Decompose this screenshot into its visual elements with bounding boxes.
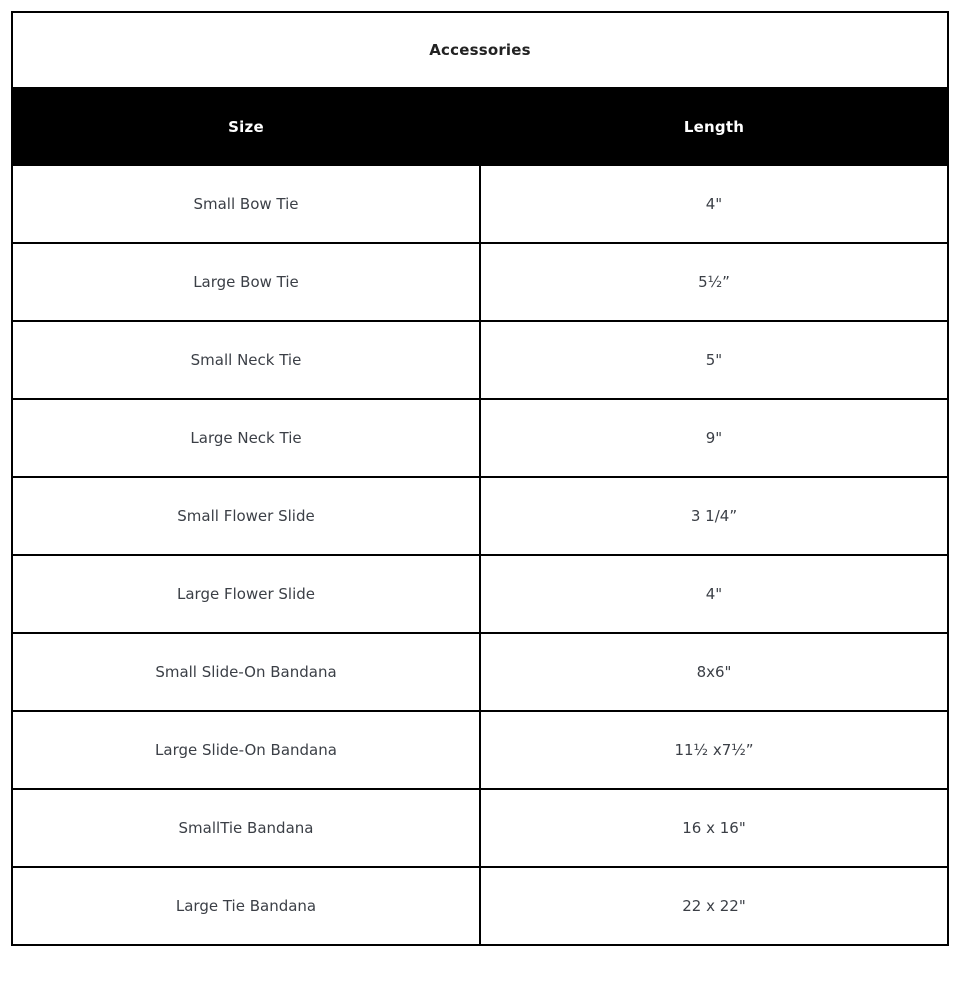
- table-title: Accessories: [12, 12, 948, 88]
- table-row: [12, 399, 948, 477]
- size-cell: Large Tie Bandana: [12, 867, 480, 945]
- table-row: [12, 243, 948, 321]
- length-cell: 9": [480, 399, 948, 477]
- size-cell: Large Bow Tie: [12, 243, 480, 321]
- table-row: [12, 633, 948, 711]
- table-row: [12, 321, 948, 399]
- table-row: [12, 165, 948, 243]
- column-header-length: Length: [480, 88, 948, 165]
- size-cell: Small Slide-On Bandana: [12, 633, 480, 711]
- length-cell: 11½ x7½”: [480, 711, 948, 789]
- size-cell: Small Bow Tie: [12, 165, 480, 243]
- size-cell: Small Neck Tie: [12, 321, 480, 399]
- size-cell: Large Flower Slide: [12, 555, 480, 633]
- column-header-row: [12, 88, 948, 165]
- table-row: [12, 867, 948, 945]
- table-row: [12, 477, 948, 555]
- table-row: [12, 711, 948, 789]
- table-row: [12, 789, 948, 867]
- size-cell: Large Slide-On Bandana: [12, 711, 480, 789]
- length-cell: 3 1/4”: [480, 477, 948, 555]
- column-header-size: Size: [12, 88, 480, 165]
- length-cell: 8x6": [480, 633, 948, 711]
- size-cell: Large Neck Tie: [12, 399, 480, 477]
- length-cell: 4": [480, 555, 948, 633]
- length-cell: 4": [480, 165, 948, 243]
- length-cell: 16 x 16": [480, 789, 948, 867]
- title-row: [12, 12, 948, 88]
- length-cell: 5": [480, 321, 948, 399]
- table-row: [12, 555, 948, 633]
- length-cell: 5½”: [480, 243, 948, 321]
- size-cell: Small Flower Slide: [12, 477, 480, 555]
- size-cell: SmallTie Bandana: [12, 789, 480, 867]
- length-cell: 22 x 22": [480, 867, 948, 945]
- accessories-size-table: [11, 11, 949, 946]
